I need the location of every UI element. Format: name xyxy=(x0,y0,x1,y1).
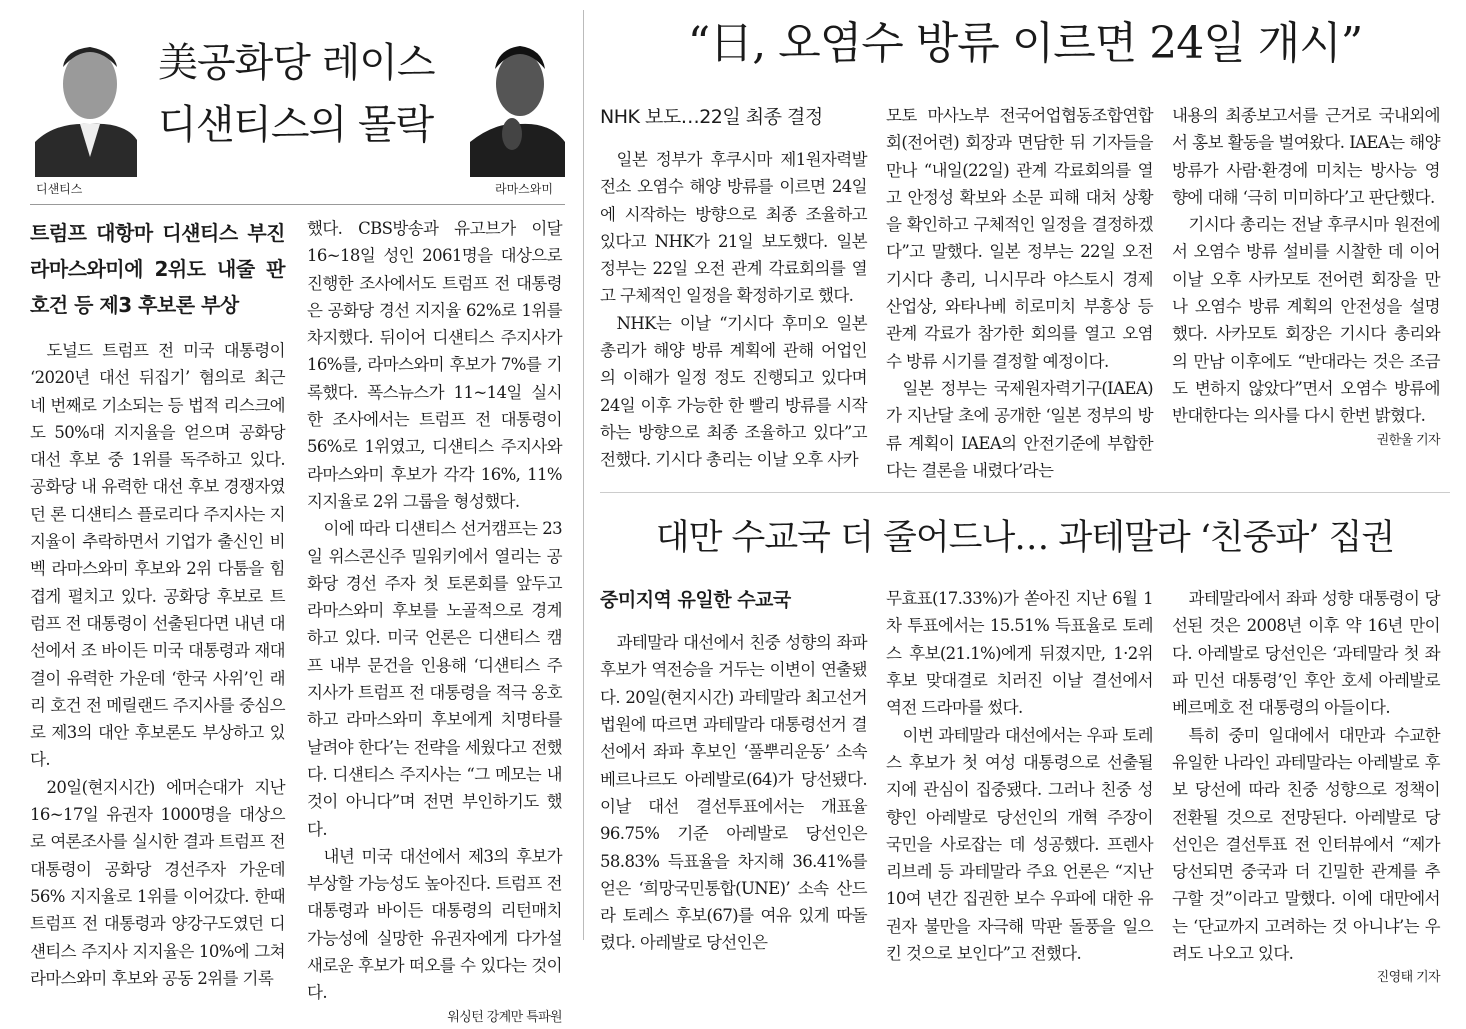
portrait-icon xyxy=(470,24,565,177)
paragraph: 과테말라에서 좌파 성향 대통령이 당선된 것은 2008년 이후 약 16년 만이다. 아레발로 당선인은 ‘과테말라 첫 좌파 민선 대통령’인 후안 호세 아레발로 베르메호 전 대통령의 아들이다. xyxy=(1172,589,1440,718)
paragraph: 20일(현지시간) 에머슨대가 지난 16~17일 유권자 1000명을 대상으로 여론조사를 실시한 결과 트럼프 전 대통령이 공화당 경선주자 가운데 56% 지지율로 1위를 이어갔다. 한때 트럼프 전 대통령과 양강구도였던 디섄티스 주지사 지지율은 10%에 그쳐 라마스와미 후보와 공동 2위를 기록 xyxy=(30,777,285,988)
paragraph: 과테말라 대선에서 친중 성향의 좌파 후보가 역전승을 거두는 이변이 연출됐다. 20일(현지시간) 과테말라 최고선거법원에 따르면 과테말라 대통령선거 결선에서 좌파 후보인 ‘풀뿌리운동’ 소속 베르나르도 아레발로(64)가 당선됐다. 이날 대선 결선투표에서는 개표율 96.75% 기준 아레발로 당선인은 58.83% 득표율을 차지해 36.41%를 얻은 ‘희망국민통합(UNE)’ 소속 산드라 토레스 후보(67)를 여유 있게 따돌렸다. 아레발로 당선인은 xyxy=(600,633,867,953)
desantis-photo xyxy=(35,22,137,177)
article2-headline: “日, 오염수 방류 이르면 24일 개시” xyxy=(687,18,1363,69)
paragraph: NHK는 이날 “기시다 후미오 일본 총리가 해양 방류 계획에 관해 어업인의 이해가 일정 정도 진행되고 있다며 24일 이후 가능한 한 빨리 방류를 시작하는 방향으로 최종 조율하고 있다”고 전했다. 기시다 총리는 이날 오후 사카 xyxy=(600,313,867,470)
paragraph: 일본 정부가 후쿠시마 제1원자력발전소 오염수 해양 방류를 이르면 24일에 시작하는 방향으로 최종 조율하고 있다고 NHK가 21일 보도했다. 일본 정부는 22일 오전 관계 각료회의를 열고 구체적인 일정을 확정하기로 했다. xyxy=(600,150,867,306)
article3-headline: 대만 수교국 더 줄어드나… 과테말라 ‘친중파’ 집권 xyxy=(655,518,1395,559)
article1-column-1 xyxy=(30,215,285,1029)
byline: 권한울 기자 xyxy=(1376,432,1440,448)
article1-subhead: 트럼프 대항마 디섄티스 부진 라마스와미에 2위도 내줄 판 호건 등 제3 후보론 부상 xyxy=(30,221,285,317)
article2-column-2 xyxy=(886,102,1153,484)
photo-caption-right: 라마스와미 xyxy=(495,182,553,196)
article2-column-1 xyxy=(600,102,867,474)
article3-column-2 xyxy=(886,585,1153,967)
article1-headline xyxy=(158,32,458,156)
column-divider xyxy=(583,10,584,940)
headline-line-2: 디섄티스의 몰락 xyxy=(158,102,434,148)
paragraph: 했다. CBS방송과 유고브가 이달 16~18일 성인 2061명을 대상으로 진행한 조사에서도 트럼프 전 대통령은 공화당 경선 지지율 62%로 1위를 차지했다. 뒤이어 디섄티스 주지사가 16%를, 라마스와미 후보가 7%를 기록했다. 폭스뉴스가 11~14일 실시한 조사에서는 트럼프 전 대통령이 56%로 1위였고, 디섄티스 주지사와 라마스와미 후보가 각각 16%, 11% 지지율로 2위 그룹을 형성했다. xyxy=(307,219,562,511)
photo-caption-left: 디섄티스 xyxy=(36,182,83,196)
article2-subhead: NHK 보도…22일 최종 결정 xyxy=(600,106,823,128)
article1 xyxy=(30,14,565,1029)
paragraph: 무효표(17.33%)가 쏟아진 지난 6월 1차 투표에서는 15.51% 득표율로 토레스 후보(21.1%)에게 뒤졌지만, 1·2위 후보 맞대결로 치러진 이날 결선에서 역전 드라마를 썼다. xyxy=(886,589,1153,718)
paragraph: 일본 정부는 국제원자력기구(IAEA)가 지난달 초에 공개한 ‘일본 정부의 방류 계획이 IAEA의 안전기준에 부합한다는 결론을 내렸다’라는 xyxy=(886,378,1153,480)
article3-column-1 xyxy=(600,585,867,957)
paragraph: 특히 중미 일대에서 대만과 수교한 유일한 나라인 과테말라는 아레발로 후보 당선에 따라 친중 성향으로 정책이 전환될 것으로 전망된다. 아레발로 당선인은 결선투표 전 인터뷰에서 “제가 당선되면 중국과 더 긴밀한 관계를 추구할 것”이라고 말했다. 이에 대만에서는 ‘단교까지 고려하는 것 아니냐’는 우려도 나오고 있다. xyxy=(1172,725,1440,964)
article2-column-3 xyxy=(1172,102,1440,452)
byline: 워싱턴 강계만 특파원 xyxy=(447,1009,562,1025)
byline: 진영태 기자 xyxy=(1376,970,1440,986)
paragraph: 내년 미국 대선에서 제3의 후보가 부상할 가능성도 높아진다. 트럼프 전 대통령과 바이든 대통령의 리턴매치 가능성에 실망한 유권자에게 다가설 새로운 후보가 떠오를 수 있다는 것이다. xyxy=(307,846,562,1003)
ramaswamy-photo xyxy=(470,24,565,177)
divider xyxy=(30,204,565,205)
paragraph: 이에 따라 디섄티스 선거캠프는 23일 위스콘신주 밀워키에서 열리는 공화당 경선 주자 첫 토론회를 앞두고 라마스와미 후보를 노골적으로 경계하고 있다. 미국 언론은 디섄티스 캠프 내부 문건을 인용해 ‘디섄티스 주지사가 트럼프 전 대통령을 적극 옹호하고 라마스와미 후보에게 치명타를 날려야 한다’는 전략을 세웠다고 전했다. 디섄티스 주지사는 “그 메모는 내 것이 아니다”며 전면 부인하기도 했다. xyxy=(307,519,562,839)
article3-column-3 xyxy=(1172,585,1440,989)
article1-column-2 xyxy=(307,215,562,1029)
paragraph: 이번 과테말라 대선에서는 우파 토레스 후보가 첫 여성 대통령으로 선출될지에 관심이 집중됐다. 그러나 친중 성향인 아레발로 당선인의 개혁 주장이 국민을 사로잡는 데 성공했다. 프렌사리브레 등 과테말라 주요 언론은 “지난 10여 년간 집권한 보수 우파에 대한 유권자 불만을 자극해 막판 돌풍을 일으킨 것으로 보인다”고 전했다. xyxy=(886,725,1153,964)
headline-line-1: 美공화당 레이스 xyxy=(158,40,435,86)
article1-header xyxy=(30,14,565,204)
right-side xyxy=(600,14,1450,989)
paragraph: 기시다 총리는 전날 후쿠시마 원전에서 오염수 방류 설비를 시찰한 데 이어 이날 오후 사카모토 전어련 회장을 만나 오염수 방류 계획의 안전성을 설명했다. 사카모토 회장은 기시다 총리와의 만남 이후에도 “반대라는 것은 조금도 변하지 않았다”면서 오염수 방류에 반대한다는 의사를 다시 한번 밝혔다. xyxy=(1172,215,1440,426)
paragraph: 도널드 트럼프 전 미국 대통령이 ‘2020년 대선 뒤집기’ 혐의로 최근 네 번째로 기소되는 등 법적 리스크에도 50%대 지지율을 얻으며 공화당 대선 후보 중 1위를 독주하고 있다. 공화당 내 유력한 대선 후보 경쟁자였던 론 디섄티스 플로리다 주지사는 지지율이 추락하면서 기업가 출신인 비벡 라마스와미 후보와 2위 다툼을 힘겹게 펼치고 있다. 공화당 후보로 트럼프 전 대통령이 선출된다면 내년 대선에서 조 바이든 미국 대통령과 재대결이 유력한 가운데 ‘한국 사위’인 래리 호건 전 메릴랜드 주지사를 중심으로 제3의 대안 후보론도 부상하고 있다. xyxy=(30,341,285,770)
paragraph: 내용의 최종보고서를 근거로 국내외에서 홍보 활동을 벌여왔다. IAEA는 해양 방류가 사람·환경에 미치는 방사능 영향에 대해 ‘극히 미미하다’고 판단했다. xyxy=(1172,106,1440,207)
portrait-icon xyxy=(35,22,137,177)
paragraph: 모토 마사노부 전국어업협동조합연합회(전어련) 회장과 면담한 뒤 기자들을 만나 “내일(22일) 관계 각료회의를 열고 안정성 확보와 소문 피해 대처 상황을 확인하고 구체적인 일정을 결정하겠다”고 말했다. 일본 정부는 22일 오전 기시다 총리, 니시무라 야스토시 경제산업상, 와타나베 히로미치 부흥상 등 관계 각료가 참가한 회의를 열고 오염수 방류 시기를 결정할 예정이다. xyxy=(886,106,1153,371)
article3-subhead: 중미지역 유일한 수교국 xyxy=(600,589,791,612)
divider xyxy=(600,492,1450,493)
